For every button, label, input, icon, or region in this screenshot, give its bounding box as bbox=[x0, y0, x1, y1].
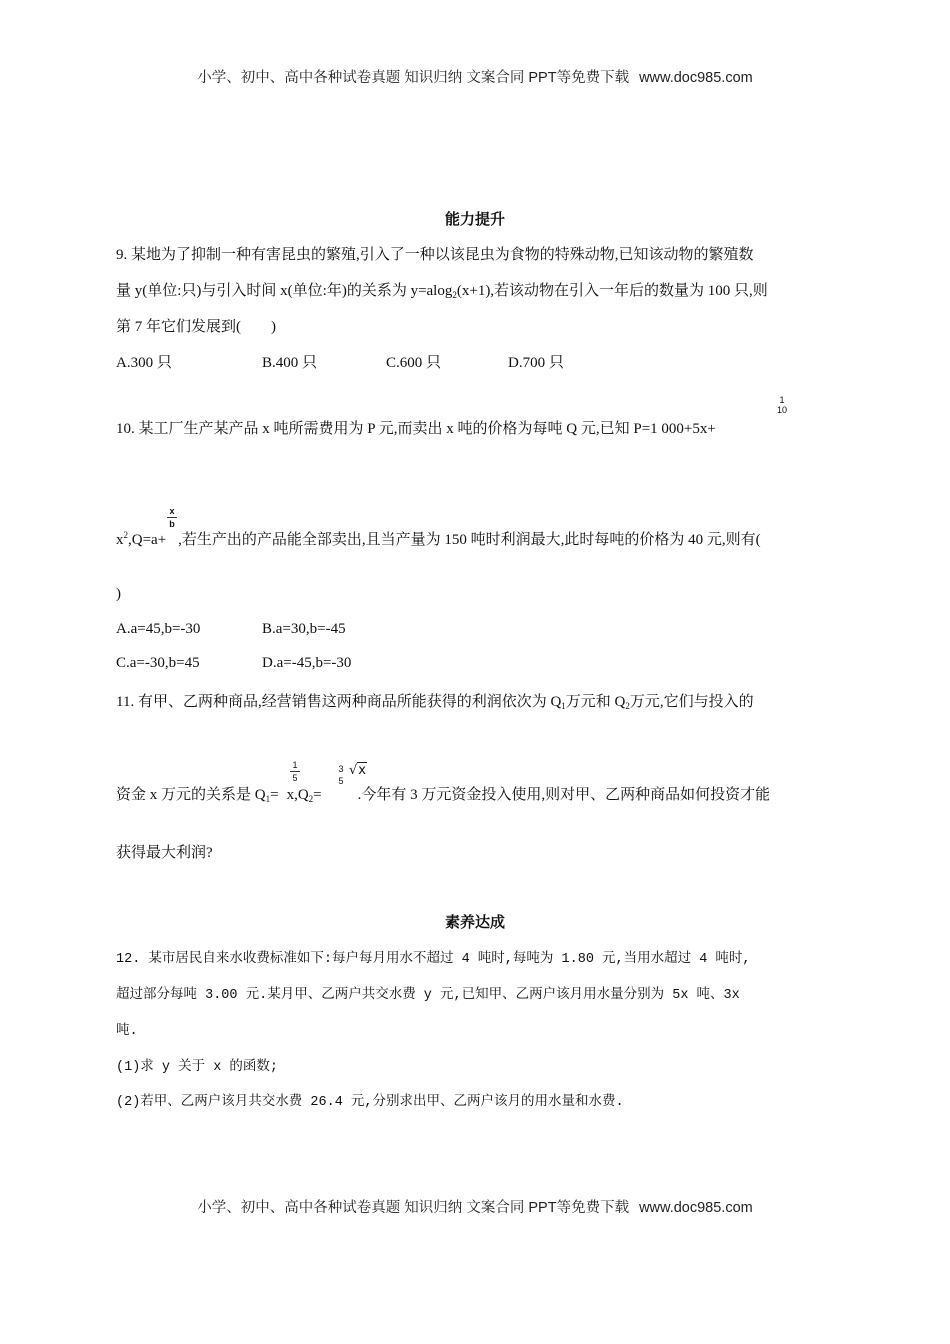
radicand: x bbox=[358, 763, 366, 778]
q10-option-c: C.a=-30,b=45 bbox=[116, 655, 200, 671]
q9-option-b: B.400 只 bbox=[262, 355, 318, 371]
q11-subscript: 1 bbox=[265, 794, 271, 804]
q11-text: = bbox=[313, 787, 322, 803]
q9-log-base: 2 bbox=[452, 290, 457, 300]
q11-fraction-3-5 bbox=[336, 763, 346, 787]
q10-fraction-x-b bbox=[167, 506, 177, 529]
page-header bbox=[0, 66, 950, 87]
q11-sqrt-x bbox=[349, 763, 367, 778]
q9-text: 量 y(单位:只)与引入时间 x(单位:年)的关系为 y=alog bbox=[116, 283, 453, 299]
q11-text: = bbox=[270, 787, 279, 803]
fraction-denominator: 5 bbox=[338, 776, 344, 786]
q11-line-3: 获得最大利润? bbox=[116, 845, 213, 861]
q9-line-3: 第 7 年它们发展到( ) bbox=[116, 319, 276, 335]
q10-line-2 bbox=[116, 528, 761, 549]
fraction-denominator: 5 bbox=[292, 773, 298, 783]
q12-part-1: (1)求 y 关于 x 的函数; bbox=[116, 1060, 279, 1075]
q10-text: ,Q=a+ bbox=[128, 532, 167, 548]
q11-text: 万元和 Q bbox=[565, 694, 626, 710]
section-title-ability: 能力提升 bbox=[444, 212, 505, 228]
q12-line-2: 超过部分每吨 3.00 元.某月甲、乙两户共交水费 y 元,已知甲、乙两户该月用水量分别为 5x 吨、3x bbox=[116, 988, 740, 1003]
footer-text: 小学、初中、高中各种试卷真题 知识归纳 文案合同 PPT等免费下载 bbox=[197, 1200, 630, 1216]
q9-text: (x+1),若该动物在引入一年后的数量为 100 只,则 bbox=[456, 283, 768, 299]
q12-line-3: 吨. bbox=[116, 1024, 138, 1039]
q11-fraction-1-5 bbox=[290, 760, 300, 783]
footer-site-link[interactable]: www.doc985.com bbox=[639, 1200, 753, 1216]
q10-line-3: ) bbox=[116, 586, 121, 602]
q11-subscript: 2 bbox=[625, 701, 630, 711]
fraction-denominator: 10 bbox=[776, 405, 787, 415]
q10-fraction-1-10 bbox=[775, 395, 789, 415]
q9-option-d: D.700 只 bbox=[508, 355, 564, 371]
header-site-link[interactable]: www.doc985.com bbox=[639, 70, 753, 86]
q11-text: 11. 有甲、乙两种商品,经营销售这两种商品所能获得的利润依次为 Q bbox=[116, 694, 562, 710]
fraction-numerator: 1 bbox=[292, 760, 298, 770]
q12-part-2: (2)若甲、乙两户该月共交水费 26.4 元,分别求出甲、乙两户该月的用水量和水费. bbox=[116, 1095, 624, 1110]
q10-line-1: 10. 某工厂生产某产品 x 吨所需费用为 P 元,而卖出 x 吨的价格为每吨 Q 元,已知 P=1 000+5x+ bbox=[116, 421, 716, 437]
q11-line-1 bbox=[116, 690, 754, 711]
fraction-denominator: b bbox=[169, 519, 175, 529]
page-footer bbox=[0, 1196, 950, 1217]
q10-option-a: A.a=45,b=-30 bbox=[116, 621, 201, 637]
q10-text: ,若生产出的产品能全部卖出,且当产量为 150 吨时利润最大,此时每吨的价格为 40 元,则有( bbox=[178, 532, 761, 548]
fraction-numerator: 1 bbox=[779, 395, 785, 405]
q10-option-d: D.a=-45,b=-30 bbox=[262, 655, 352, 671]
section-title-literacy: 素养达成 bbox=[444, 915, 505, 931]
fraction-numerator: 3 bbox=[338, 764, 344, 774]
q11-subscript: 2 bbox=[308, 794, 314, 804]
radical-sign: √ bbox=[349, 763, 358, 778]
fraction-numerator: x bbox=[169, 506, 175, 516]
q11-text: 万元,它们与投入的 bbox=[629, 694, 754, 710]
q9-line-1: 9. 某地为了抑制一种有害昆虫的繁殖,引入了一种以该昆虫为食物的特殊动物,已知该动物的繁殖数 bbox=[116, 247, 754, 263]
q11-text: .今年有 3 万元资金投入使用,则对甲、乙两种商品如何投资才能 bbox=[357, 787, 771, 803]
q11-line-2 bbox=[116, 783, 770, 804]
q11-text: 资金 x 万元的关系是 Q bbox=[116, 787, 266, 803]
q9-option-c: C.600 只 bbox=[386, 355, 442, 371]
q10-text: x bbox=[116, 532, 124, 548]
q11-text: x,Q bbox=[286, 787, 309, 803]
header-text: 小学、初中、高中各种试卷真题 知识归纳 文案合同 PPT等免费下载 bbox=[197, 70, 630, 86]
q12-line-1: 12. 某市居民自来水收费标准如下:每户每月用水不超过 4 吨时,每吨为 1.80 元,当用水超过 4 吨时, bbox=[116, 952, 751, 967]
q11-subscript: 1 bbox=[561, 701, 566, 711]
q10-option-b: B.a=30,b=-45 bbox=[262, 621, 346, 637]
q9-option-a: A.300 只 bbox=[116, 355, 172, 371]
q10-exponent: 2 bbox=[123, 530, 128, 540]
q9-line-2 bbox=[116, 279, 768, 300]
